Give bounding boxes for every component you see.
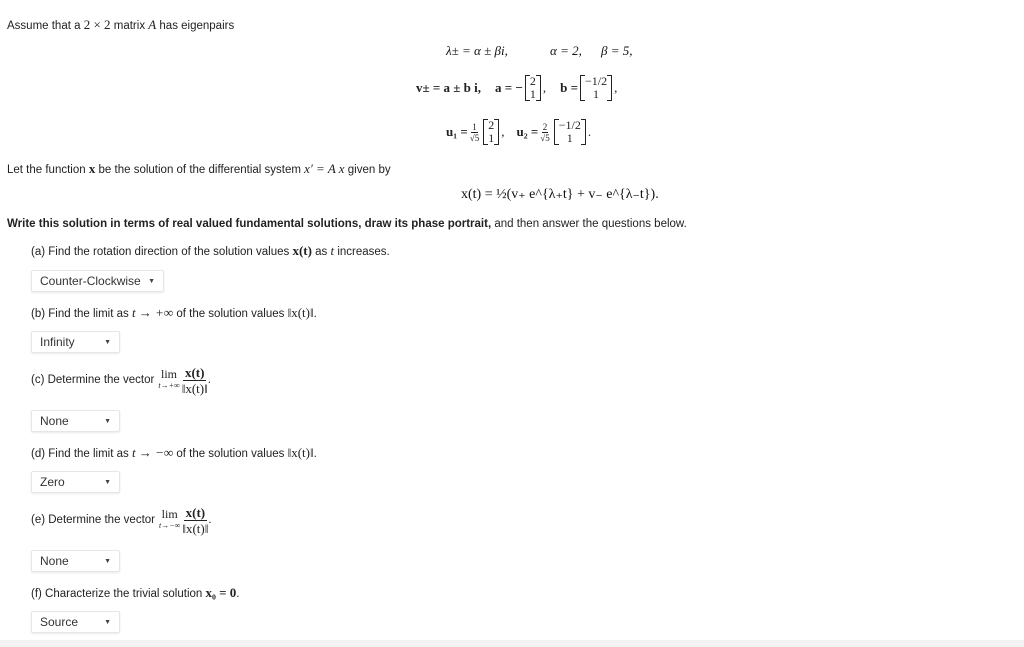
u1-label: u₁ =	[446, 124, 468, 139]
dropdown-arrow-icon: ▼	[104, 558, 111, 565]
ode-equation: x′ = A x	[304, 161, 345, 176]
b-entry-2: 1	[593, 87, 600, 101]
sentence-text: Let the function	[7, 164, 89, 176]
a-entry-2: 1	[529, 87, 536, 101]
question-d-label: (d) Find the limit as	[31, 448, 132, 460]
intro-sentence	[7, 17, 234, 33]
eigenvector-equation	[416, 72, 617, 104]
dropdown-arrow-icon: ▼	[148, 278, 155, 285]
b-label: b =	[560, 80, 578, 95]
question-d-tail: of the solution values	[173, 448, 288, 460]
intro-text: Assume that a	[7, 20, 84, 32]
answer-b-dropdown[interactable]	[31, 331, 120, 353]
question-c	[31, 362, 211, 398]
intro-text-middle: matrix	[110, 20, 149, 32]
question-f-math: x₀ = 0	[205, 585, 237, 600]
u2-entry-1: −1/2	[558, 118, 581, 132]
u-vectors-equation	[446, 116, 591, 148]
question-a-tail: as	[311, 246, 331, 258]
question-c-label: (c) Determine the vector	[31, 374, 155, 386]
lim-subscript: t→+∞	[158, 381, 180, 390]
sentence-text-middle: be the solution of the differential system	[95, 164, 305, 176]
system-sentence	[7, 161, 391, 177]
answer-a-dropdown[interactable]	[31, 270, 164, 292]
page-bottom-band	[0, 640, 1024, 647]
u2-fraction	[540, 122, 549, 143]
sentence-text-after: given by	[344, 164, 391, 176]
u1-vector	[483, 119, 499, 145]
fraction-numerator: x(t)	[185, 504, 206, 520]
b-entry-1: −1/2	[585, 74, 608, 88]
question-f	[31, 585, 240, 601]
question-b-label: (b) Find the limit as	[31, 308, 132, 320]
comma: ,	[501, 124, 505, 139]
instruction-bold: Write this solution in terms of real valued fundamental solutions, draw its phase portrait,	[7, 218, 492, 230]
question-e	[31, 502, 212, 538]
question-c-fraction	[182, 365, 208, 396]
question-b-math: t → +∞	[131, 305, 174, 320]
dropdown-arrow-icon: ▼	[104, 619, 111, 626]
x-symbol: x	[88, 161, 96, 176]
beta-value: β = 5,	[601, 43, 633, 58]
question-b-tail2: .	[313, 308, 317, 320]
lim-text: lim	[161, 367, 178, 381]
dropdown-arrow-icon: ▼	[104, 339, 111, 346]
u2-label: u₂ =	[516, 124, 539, 139]
u1-frac-den: √5	[469, 132, 480, 143]
question-f-tail: .	[236, 588, 240, 600]
matrix-size: 2 × 2	[83, 17, 111, 32]
u2-entry-2: 1	[566, 131, 573, 145]
question-b-tail: of the solution values	[173, 308, 288, 320]
answer-f-dropdown[interactable]	[31, 611, 120, 633]
answer-d-dropdown[interactable]	[31, 471, 120, 493]
instruction	[7, 218, 687, 230]
alpha-value: α = 2,	[550, 43, 582, 58]
u1-entry-2: 1	[488, 131, 495, 145]
a-label: a = −	[495, 80, 523, 95]
fraction-denominator: ‖x(t)‖	[182, 520, 209, 536]
comma: ,	[542, 80, 547, 95]
question-d-math: t → −∞	[131, 445, 174, 460]
matrix-name: A	[148, 17, 157, 32]
question-c-limit	[158, 369, 179, 391]
answer-a-value: Counter-Clockwise	[40, 274, 141, 288]
b-vector	[580, 75, 612, 101]
question-d	[31, 445, 317, 461]
lim-subscript: t→−∞	[159, 521, 181, 530]
v-definition: v± = a ± b i,	[416, 80, 482, 95]
answer-d-value: Zero	[40, 475, 65, 489]
eigenvalue-equation: λ± = α ± βi,	[446, 43, 508, 58]
u1-fraction	[470, 122, 479, 143]
dropdown-arrow-icon: ▼	[104, 479, 111, 486]
question-b-tail-math: ‖x(t)‖	[287, 305, 314, 320]
solution-formula: x(t) = ½(v₊ e^{λ₊t} + v₋ e^{λ₋t}).	[461, 187, 659, 202]
answer-c-dropdown[interactable]	[31, 410, 120, 432]
u2-frac-den: √5	[540, 132, 550, 143]
question-e-tail: .	[208, 514, 212, 526]
question-d-tail-math: ‖x(t)‖	[287, 445, 314, 460]
answer-f-value: Source	[40, 615, 79, 629]
answer-e-value: None	[40, 554, 69, 568]
fraction-numerator: x(t)	[184, 364, 205, 380]
question-c-tail: .	[207, 374, 211, 386]
question-a	[31, 243, 390, 259]
question-e-label: (e) Determine the vector	[31, 514, 155, 526]
instruction-normal: and then answer the questions below.	[491, 218, 687, 230]
u2-frac-num: 2	[542, 121, 548, 132]
question-f-label: (f) Characterize the trivial solution	[31, 588, 206, 600]
question-a-math: x(t)	[292, 243, 312, 258]
question-a-tail2: increases.	[334, 246, 390, 258]
answer-b-value: Infinity	[40, 335, 75, 349]
fraction-denominator: ‖x(t)‖	[181, 380, 208, 396]
u2-vector	[554, 119, 586, 145]
answer-c-value: None	[40, 414, 69, 428]
question-b	[31, 305, 317, 321]
answer-e-dropdown[interactable]	[31, 550, 120, 572]
question-e-limit	[159, 509, 180, 531]
lim-text: lim	[161, 507, 178, 521]
question-d-tail2: .	[313, 448, 317, 460]
question-a-tail-math: t	[330, 243, 335, 258]
u1-entry-1: 2	[488, 118, 495, 132]
comma: ,	[614, 80, 618, 95]
u1-frac-num: 1	[472, 121, 477, 132]
intro-text-after: has eigenpairs	[156, 20, 235, 32]
question-e-fraction	[182, 505, 208, 536]
a-vector	[525, 75, 541, 101]
a-entry-1: 2	[529, 74, 536, 88]
dropdown-arrow-icon: ▼	[104, 418, 111, 425]
period: .	[587, 124, 592, 139]
question-a-label: (a) Find the rotation direction of the solution values	[31, 246, 293, 258]
